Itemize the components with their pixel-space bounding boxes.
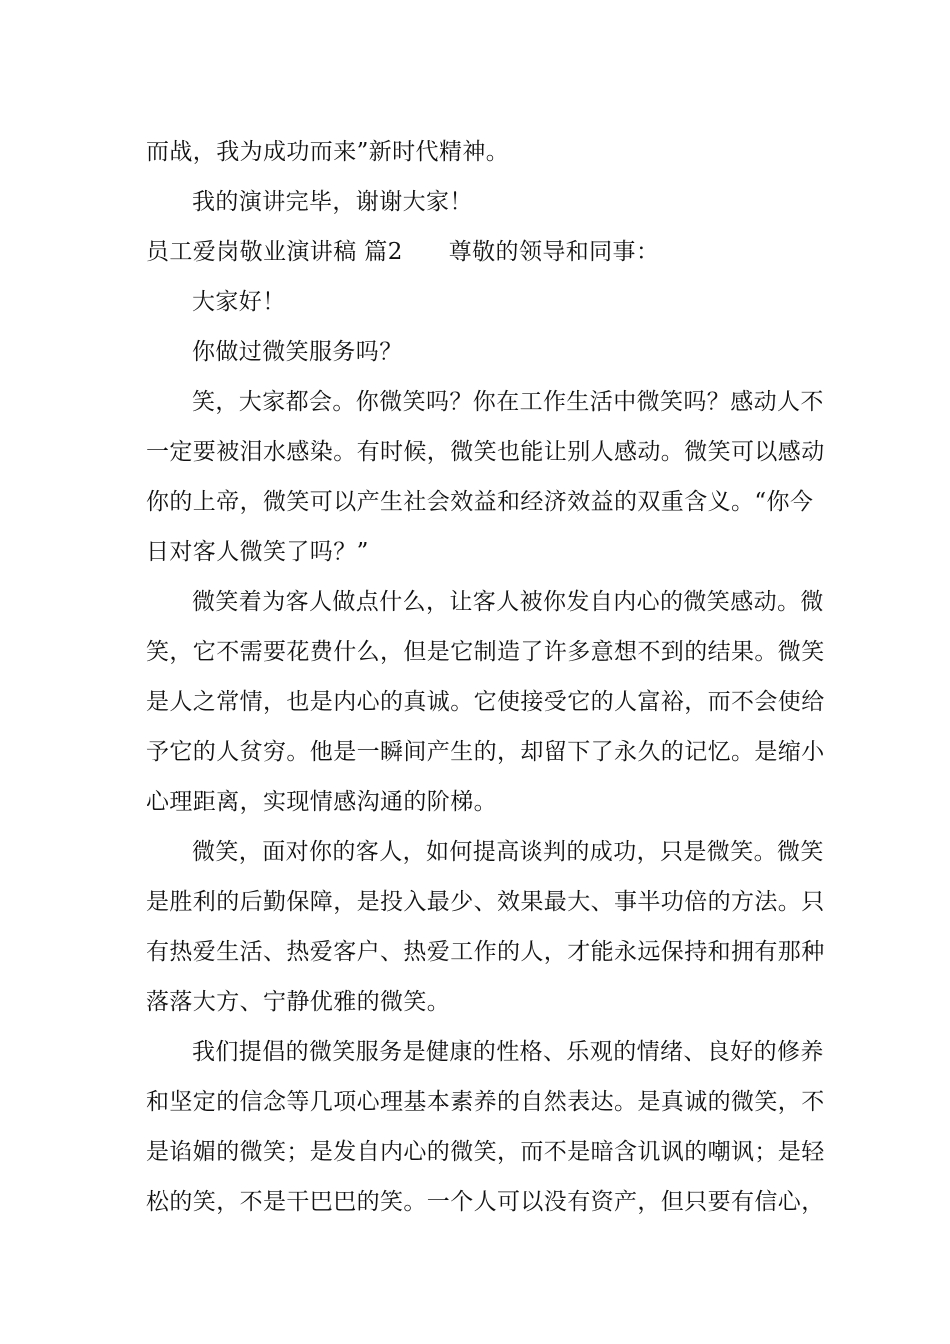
paragraph-line: 我们提倡的微笑服务是健康的性格、乐观的情绪、良好的修养: [192, 1039, 824, 1065]
speech-body: [146, 277, 825, 1227]
section-heading: [146, 227, 806, 277]
document-page: [146, 127, 825, 1227]
paragraph-line: 你做过微笑服务吗？: [192, 339, 403, 365]
paragraph-line: 松的笑，不是干巴巴的笑。一个人可以没有资产，但只要有信心，: [146, 1189, 825, 1215]
paragraph-line: 是胜利的后勤保障，是投入最少、效果最大、事半功倍的方法。只: [146, 889, 825, 915]
paragraph-line: 大家好！: [192, 289, 286, 315]
paragraph-line: 是谄媚的微笑；是发自内心的微笑，而不是暗含讥讽的嘲讽；是轻: [146, 1139, 825, 1165]
text-line: 而战，我为成功而来”新时代精神。: [146, 139, 510, 165]
closing-line: 我的演讲完毕，谢谢大家！: [192, 189, 473, 215]
paragraph-line: 你的上帝，微笑可以产生社会效益和经济效益的双重含义。“你今: [146, 489, 814, 515]
paragraph-line: 一定要被泪水感染。有时候，微笑也能让别人感动。微笑可以感动: [146, 439, 825, 465]
salutation: 尊敬的领导和同事：: [448, 239, 660, 265]
paragraph-line: 微笑，面对你的客人，如何提高谈判的成功，只是微笑。微笑: [192, 839, 824, 865]
paragraph-line: 是人之常情，也是内心的真诚。它使接受它的人富裕，而不会使给: [146, 689, 825, 715]
paragraph-line: 日对客人微笑了吗？”: [146, 539, 369, 565]
paragraph-line: 微笑着为客人做点什么，让客人被你发自内心的微笑感动。微: [192, 589, 824, 615]
speech-title: 员工爱岗敬业演讲稿 篇2: [146, 239, 403, 265]
paragraph-line: 落落大方、宁静优雅的微笑。: [146, 989, 451, 1015]
paragraph-line: 笑，它不需要花费什么，但是它制造了许多意想不到的结果。微笑: [146, 639, 825, 665]
paragraph-line: 予它的人贫穷。他是一瞬间产生的，却留下了永久的记忆。是缩小: [146, 739, 825, 765]
paragraph-line: 心理距离，实现情感沟通的阶梯。: [146, 789, 497, 815]
paragraph-line: 有热爱生活、热爱客户、热爱工作的人，才能永远保持和拥有那种: [146, 939, 825, 965]
paragraph-line: 笑，大家都会。你微笑吗？你在工作生活中微笑吗？感动人不: [192, 389, 824, 415]
paragraph-line: 和坚定的信念等几项心理基本素养的自然表达。是真诚的微笑，不: [146, 1089, 825, 1115]
